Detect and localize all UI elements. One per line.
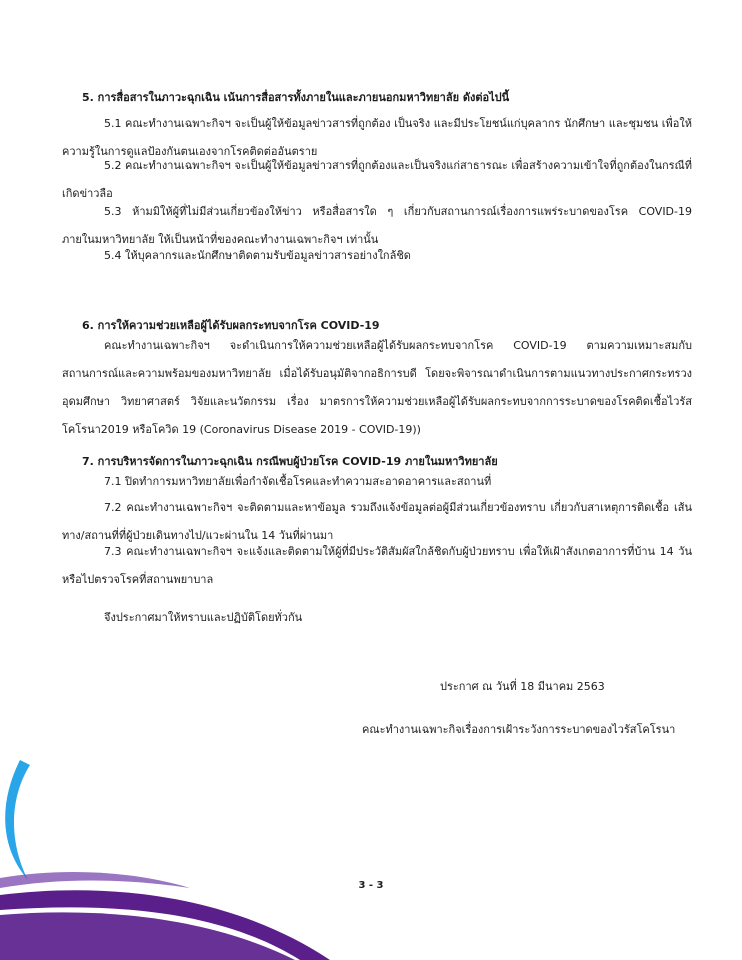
section-6-body: คณะทำงานเฉพาะกิจฯ จะดำเนินการให้ความช่วยเหลือผู้ได้รับผลกระทบจากโรค COVID-19 ตามความเหมาะสมกับสถานการณ์และความพร้อมของมหาวิทยาลัย เมื่อได้รับอนุมัติจากอธิการบดี โดยจะพิจารณาดำเนินการตามแนวทางประกาศกระทรวงอุดมศึกษา วิทยาศาสตร์ วิจัยและนวัตกรรม เรื่อง มาตรการให้ความช่วยเหลือผู้ได้รับผลกระทบจากการระบาดของโรคติดเชื้อไวรัสโคโรนา2019 หรือโควิด 19 (Coronavirus Disease 2019 - COVID-19))	[62, 339, 692, 436]
section-7-1: 7.1 ปิดทำการมหาวิทยาลัยเพื่อกำจัดเชื้อโรคและทำความสะอาดอาคารและสถานที่	[104, 475, 492, 488]
announcement-date: ประกาศ ณ วันที่ 18 มีนาคม 2563	[440, 680, 605, 693]
section-6-heading: 6. การให้ความช่วยเหลือผู้ได้รับผลกระทบจากโรค COVID-19	[82, 319, 380, 332]
section-5-4: 5.4 ให้บุคลากรและนักศึกษาติดตามรับข้อมูลข่าวสารอย่างใกล้ชิด	[104, 249, 411, 262]
section-5-3: 5.3 ห้ามมิให้ผู้ที่ไม่มีส่วนเกี่ยวข้องให้ข่าว หรือสื่อสารใด ๆ เกี่ยวกับสถานการณ์เรื่องการแพร่ระบาดของโรค COVID-19 ภายในมหาวิทยาลัย ให้เป็นหน้าที่ของคณะทำงานเฉพาะกิจฯ เท่านั้น	[62, 205, 692, 246]
closing-statement: จึงประกาศมาให้ทราบและปฏิบัติโดยทั่วกัน	[104, 611, 303, 624]
page-number: 3 - 3	[358, 880, 384, 891]
section-7-2: 7.2 คณะทำงานเฉพาะกิจฯ จะติดตามและหาข้อมูล รวมถึงแจ้งข้อมูลต่อผู้มีส่วนเกี่ยวข้องทราบ เกี่ยวกับสาเหตุการติดเชื้อ เส้นทาง/สถานที่ที่ผู้ป่วยเดินทางไป/แวะผ่านใน 14 วันที่ผ่านมา	[62, 501, 692, 542]
section-5-1: 5.1 คณะทำงานเฉพาะกิจฯ จะเป็นผู้ให้ข้อมูลข่าวสารที่ถูกต้อง เป็นจริง และมีประโยชน์แก่บุคลากร นักศึกษา และชุมชน เพื่อให้ความรู้ในการดูแลป้องกันตนเองจากโรคติดต่ออันตราย	[62, 117, 692, 158]
decorative-swoosh	[0, 760, 742, 960]
section-5-2: 5.2 คณะทำงานเฉพาะกิจฯ จะเป็นผู้ให้ข้อมูลข่าวสารที่ถูกต้องและเป็นจริงแก่สาธารณะ เพื่อสร้างความเข้าใจที่ถูกต้องในกรณีที่เกิดข่าวลือ	[62, 159, 692, 200]
purple-swoosh-fill	[0, 912, 295, 960]
section-7-heading: 7. การบริหารจัดการในภาวะฉุกเฉิน กรณีพบผู้ป่วยโรค COVID-19 ภายในมหาวิทยาลัย	[82, 455, 498, 468]
signatory: คณะทำงานเฉพาะกิจเรื่องการเฝ้าระวังการระบาดของไวรัสโคโรนา	[362, 723, 676, 736]
section-5-heading: 5. การสื่อสารในภาวะฉุกเฉิน เน้นการสื่อสารทั้งภายในและภายนอกมหาวิทยาลัย ดังต่อไปนี้	[82, 91, 510, 104]
blue-swoosh	[5, 760, 30, 880]
section-7-3: 7.3 คณะทำงานเฉพาะกิจฯ จะแจ้งและติดตามให้ผู้ที่มีประวัติสัมผัสใกล้ชิดกับผู้ป่วยทราบ เพื่อให้เฝ้าสังเกตอาการที่บ้าน 14 วัน หรือไปตรวจโรคที่สถานพยาบาล	[62, 545, 692, 586]
